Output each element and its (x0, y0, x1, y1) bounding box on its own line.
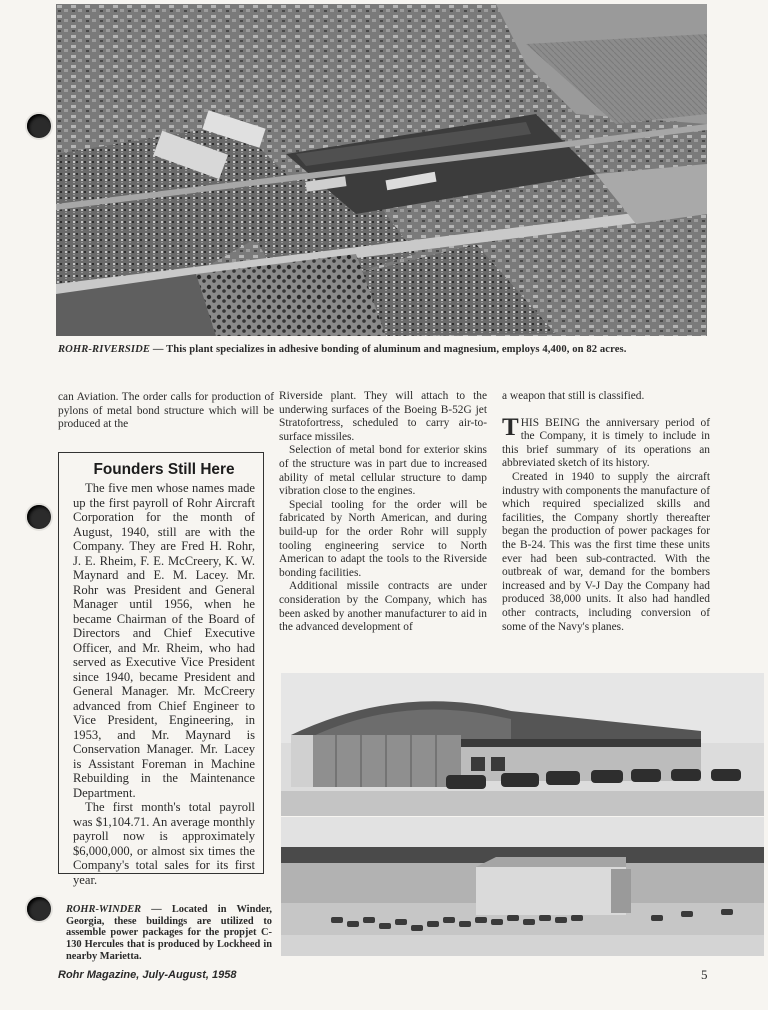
binder-hole (27, 114, 51, 138)
paragraph-text: HIS BEING the anniversary period of the Company, it is timely to include in this brief summary of its operations an abbreviated sketch of its history. (502, 416, 710, 470)
magazine-footer: Rohr Magazine, July-August, 1958 (58, 969, 237, 981)
binder-hole (27, 505, 51, 529)
page-number: 5 (701, 967, 708, 982)
article-paragraph: Created in 1940 to supply the aircraft industry with components the manufacture of which required specialized skills and facilities, the Company shortly thereafter began the production of power packages for the B-24. This was the first time these units ever had been sub-contracted. With the outbreak of war, demand for the bombers increased and by V-J Day the Company had produced 38,000 units. It also had handled other contracts, including conversion of some of the Navy's planes. (502, 470, 710, 633)
article-paragraph: a weapon that still is classified. (502, 390, 645, 402)
founders-sidebar-box (58, 452, 264, 887)
article-column-3 (502, 390, 710, 634)
hangar-photo (281, 673, 764, 816)
winder-photo (281, 817, 764, 956)
sidebar-title: Founders Still Here (93, 461, 235, 478)
article-paragraph: Additional missile contracts are under consideration by the Company, which has been asked by another manufacturer to aid in the advanced development of (279, 580, 487, 634)
caption-lead: ROHR-WINDER (66, 904, 142, 915)
winder-photo-caption (66, 904, 272, 963)
caption-text: — Located in Winder, Georgia, these buildings are utilized to assemble power packages for the propjet C-130 Hercules that is produced by Lockheed in nearby Marietta. (66, 904, 272, 962)
article-paragraph: can Aviation. The order calls for production of pylons of metal bond structure which will be produced at the (58, 391, 274, 431)
sidebar-paragraph: The first month's total payroll was $1,104.71. An average monthly payroll now is approximately $6,000,000, or almost six times the Company's total sales for its first year. (73, 800, 255, 887)
article-paragraph: Selection of metal bond for exterior skins of the structure was in part due to increased ability of metal cellular structure to damp vibration close to the engines. (279, 444, 487, 498)
riverside-photo-caption (58, 344, 708, 355)
riverside-aerial-photo (56, 4, 707, 336)
binder-hole (27, 897, 51, 921)
article-column-2 (279, 390, 487, 635)
caption-text: — This plant specializes in adhesive bonding of aluminum and magnesium, employs 4,400, on 82 acres. (150, 344, 627, 355)
article-paragraph (502, 413, 710, 471)
article-column-1 (58, 391, 274, 432)
article-paragraph: Special tooling for the order will be fabricated by North American, and during build-up for the order Rohr will supply tooling engineering service to North American to adapt the tools to the Riverside bonding facilities. (279, 498, 487, 579)
article-paragraph: Riverside plant. They will attach to the underwing surfaces of the Boeing B-52G jet Stratofortress, scheduled to carry air-to-surface missiles. (279, 390, 487, 443)
sidebar-paragraph: The five men whose names made up the first payroll of Rohr Aircraft Corporation for the month of August, 1940, still are with the Company. They are Fred H. Rohr, J. E. Rheim, F. E. McCreery, K. W. Maynard and E. M. Lacey. Mr. Rohr was President and General Manager until 1956, when he became Chairman of the Board of Directors and Chief Executive Officer, and Mr. Rheim, who had served as Executive Vice President since 1940, became President and General Manager. Mr. McCreery advanced from Chief Engineer to Vice President, Engineering, in 1953, and Mr. Maynard is Conservation Manager. Mr. Lacey is Assistant Foreman in Machine Rebuilding in the Maintenance Department. (73, 481, 255, 800)
caption-lead: ROHR-RIVERSIDE (58, 344, 151, 355)
drop-cap: T (502, 413, 519, 441)
